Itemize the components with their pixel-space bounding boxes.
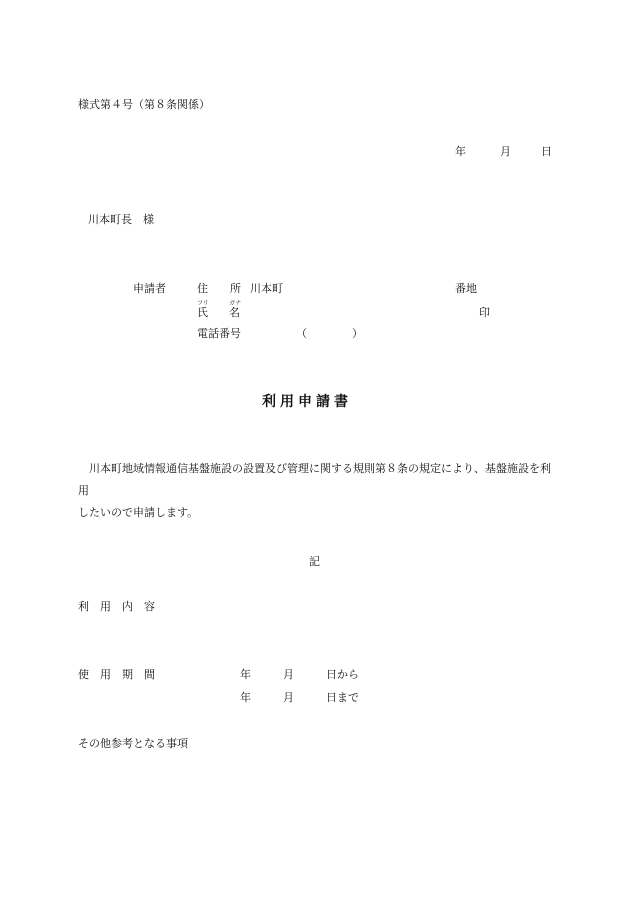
address-label: 住 所 — [197, 282, 241, 295]
address-town: 川本町 — [250, 282, 283, 295]
usage-contents-label: 利 用 内 容 — [78, 600, 155, 613]
period-from-day: 日から — [326, 668, 359, 681]
phone-paren-open: （ — [296, 327, 307, 340]
period-from-month: 月 — [283, 668, 294, 681]
usage-period-label: 使 用 期 間 — [78, 668, 155, 681]
name-label-1: 氏 — [197, 306, 208, 319]
period-to-month: 月 — [283, 691, 294, 704]
statement-line-1: 川本町地域情報通信基盤施設の設置及び管理に関する規則第８条の規定により、基盤施設を利用 — [78, 462, 551, 497]
name-label-2: 名 — [229, 306, 240, 319]
other-reference-label: その他参考となる事項 — [78, 737, 188, 750]
period-to-year: 年 — [240, 691, 251, 704]
application-statement — [78, 458, 558, 524]
phone-paren-close: ） — [352, 327, 363, 340]
statement-line-2: したいので申請します。 — [78, 506, 199, 519]
period-from-year: 年 — [240, 668, 251, 681]
seal-mark: 印 — [479, 306, 490, 319]
document-title: 利用申請書 — [262, 394, 352, 410]
form-number: 様式第４号（第８条関係） — [78, 98, 210, 111]
period-to-day: 日まで — [326, 691, 359, 704]
applicant-label: 申請者 — [133, 282, 166, 295]
date-day: 日 — [541, 145, 552, 158]
date-year: 年 — [455, 145, 466, 158]
phone-label: 電話番号 — [197, 327, 241, 340]
address-suffix: 番地 — [455, 282, 477, 295]
name-ruby-1: フリ — [197, 300, 209, 307]
name-ruby-2: ガナ — [229, 300, 242, 307]
ki-mark: 記 — [309, 555, 320, 568]
date-month: 月 — [500, 145, 511, 158]
addressee: 川本町長 様 — [88, 213, 154, 226]
